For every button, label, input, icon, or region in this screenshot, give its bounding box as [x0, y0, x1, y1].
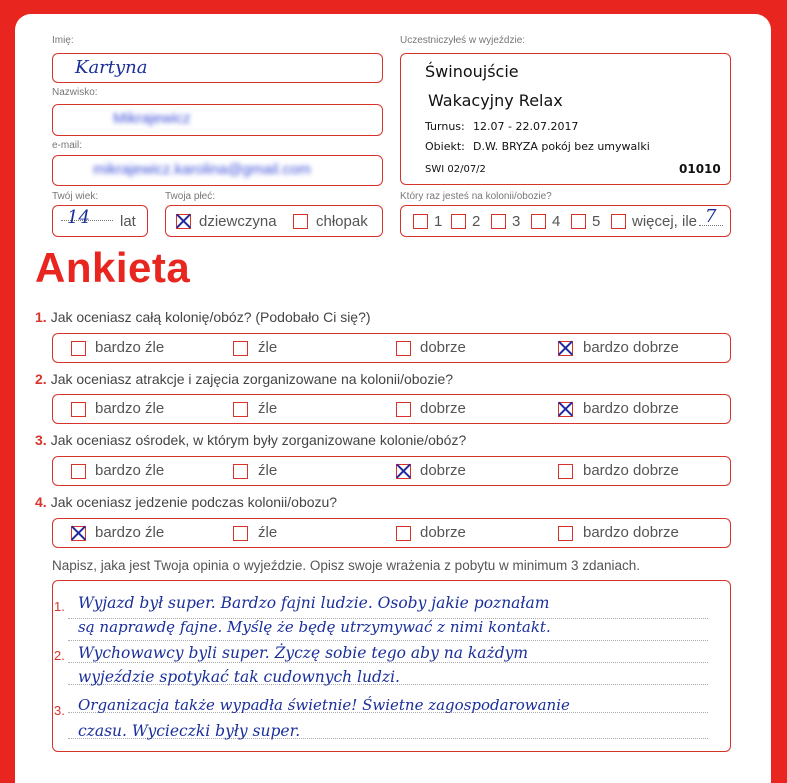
ktory-checkbox-2[interactable]	[451, 214, 466, 229]
q4-option-dobrze: dobrze	[420, 524, 466, 541]
email-field[interactable]	[52, 155, 383, 186]
question-2	[35, 371, 453, 387]
imie-label: Imię:	[52, 35, 74, 46]
opinion-line-3: Wychowawcy byli super. Życzę sobie tego aby na każdym	[78, 644, 529, 662]
trip-turnus-label: Turnus:	[425, 120, 465, 133]
opinion-line-2: są naprawdę fajne. Myślę że będę utrzymywać z nimi kontakt.	[78, 618, 551, 636]
q2-checkbox-bardzo-dobrze[interactable]	[558, 402, 573, 417]
trip-obiekt-value: D.W. BRYZA pokój bez umywalki	[473, 140, 650, 153]
ktory-option-1: 1	[434, 213, 443, 230]
q1-checkbox-bardzo-dobrze[interactable]	[558, 341, 573, 356]
page-title: Ankieta	[35, 244, 191, 291]
opinion-line	[68, 662, 708, 663]
q2-checkbox-zle[interactable]	[233, 402, 248, 417]
q1-checkbox-bardzo-zle[interactable]	[71, 341, 86, 356]
question-3	[35, 432, 466, 448]
opinion-line	[68, 640, 708, 641]
q2-checkbox-dobrze[interactable]	[396, 402, 411, 417]
q1-option-bardzo-dobrze: bardzo dobrze	[583, 339, 679, 356]
opinion-number-3: 3.	[54, 703, 65, 718]
opinion-number-1: 1.	[54, 599, 65, 614]
q1-option-bardzo-zle: bardzo źle	[95, 339, 165, 356]
imie-value: Kartyna	[75, 57, 148, 78]
opinion-number-2: 2.	[54, 648, 65, 663]
wiek-value: 14	[67, 207, 90, 228]
ktory-checkbox-1[interactable]	[413, 214, 428, 229]
q2-option-dobrze: dobrze	[420, 400, 466, 417]
question-text: Jak oceniasz całą kolonię/obóz? (Podobało Ci się?)	[50, 309, 371, 325]
trip-turnus-value: 12.07 - 22.07.2017	[473, 120, 579, 133]
ktory-checkbox-4[interactable]	[531, 214, 546, 229]
plec-checkbox-dziewczyna[interactable]	[176, 214, 191, 229]
opinion-line-1: Wyjazd był super. Bardzo fajni ludzie. Osoby jakie poznałam	[78, 594, 550, 612]
question-1-options	[52, 333, 731, 363]
wiek-field[interactable]	[52, 205, 148, 237]
trip-number: 01010	[679, 162, 721, 176]
ktory-option-2: 2	[472, 213, 481, 230]
uczestnik-label: Uczestniczyłeś w wyjeździe:	[400, 35, 526, 46]
question-3-options	[52, 456, 731, 486]
q4-option-zle: źle	[258, 524, 278, 541]
q2-option-bardzo-zle: bardzo źle	[95, 400, 165, 417]
plec-option-chlopak: chłopak	[316, 213, 368, 230]
opinion-prompt: Napisz, jaka jest Twoja opinia o wyjeździe. Opisz swoje wrażenia z pobytu w minimum 3 zdaniach.	[52, 558, 641, 573]
ktory-option-wiecej: więcej, ile	[632, 213, 698, 230]
question-2-options	[52, 394, 731, 424]
email-value: mikrajewicz.karolina@gmail.com	[93, 161, 311, 178]
q3-checkbox-bardzo-dobrze[interactable]	[558, 464, 573, 479]
q3-checkbox-dobrze[interactable]	[396, 464, 411, 479]
ktory-checkbox-5[interactable]	[571, 214, 586, 229]
q2-option-bardzo-dobrze: bardzo dobrze	[583, 400, 679, 417]
question-number: 3.	[35, 432, 47, 448]
q1-option-zle: źle	[258, 339, 278, 356]
trip-city: Świnoujście	[425, 62, 519, 81]
question-text: Jak oceniasz jedzenie podczas kolonii/obozu?	[50, 494, 338, 510]
question-number: 1.	[35, 309, 47, 325]
q2-option-zle: źle	[258, 400, 278, 417]
email-label: e-mail:	[52, 140, 83, 151]
nazwisko-field[interactable]	[52, 104, 383, 136]
q1-option-dobrze: dobrze	[420, 339, 466, 356]
question-4	[35, 494, 337, 510]
q4-option-bardzo-dobrze: bardzo dobrze	[583, 524, 679, 541]
question-number: 4.	[35, 494, 47, 510]
nazwisko-label: Nazwisko:	[52, 87, 98, 98]
ktory-value: 7	[705, 206, 717, 227]
q4-checkbox-dobrze[interactable]	[396, 526, 411, 541]
plec-label: Twoja płeć:	[165, 191, 216, 202]
wiek-unit: lat	[120, 213, 136, 230]
trip-obiekt-label: Obiekt:	[425, 140, 465, 153]
question-text: Jak oceniasz atrakcje i zajęcia zorganizowane na kolonii/obozie?	[50, 371, 454, 387]
q3-checkbox-bardzo-zle[interactable]	[71, 464, 86, 479]
ktory-option-4: 4	[552, 213, 561, 230]
q3-option-bardzo-dobrze: bardzo dobrze	[583, 462, 679, 479]
question-4-options	[52, 518, 731, 548]
ktory-checkbox-wiecej[interactable]	[611, 214, 626, 229]
q4-checkbox-bardzo-dobrze[interactable]	[558, 526, 573, 541]
ktory-option-5: 5	[592, 213, 601, 230]
imie-field[interactable]	[52, 53, 383, 83]
trip-box	[400, 53, 731, 185]
ktory-checkbox-3[interactable]	[491, 214, 506, 229]
q2-checkbox-bardzo-zle[interactable]	[71, 402, 86, 417]
wiek-label: Twój wiek:	[52, 191, 99, 202]
q4-option-bardzo-zle: bardzo źle	[95, 524, 165, 541]
plec-checkbox-chlopak[interactable]	[293, 214, 308, 229]
opinion-line-4: wyjeździe spotykać tak cudownych ludzi.	[78, 668, 400, 686]
ktory-label: Który raz jesteś na kolonii/obozie?	[400, 191, 552, 202]
opinion-line-5: Organizacja także wypadła świetnie! Świetne zagospodarowanie	[78, 696, 570, 714]
question-text: Jak oceniasz ośrodek, w którym były zorganizowane kolonie/obóz?	[50, 432, 467, 448]
trip-code: SWI 02/07/2	[425, 164, 486, 175]
q3-checkbox-zle[interactable]	[233, 464, 248, 479]
trip-name: Wakacyjny Relax	[428, 91, 563, 110]
q4-checkbox-zle[interactable]	[233, 526, 248, 541]
ktory-option-3: 3	[512, 213, 521, 230]
q3-option-dobrze: dobrze	[420, 462, 466, 479]
nazwisko-value: Mikrajewicz	[113, 110, 191, 127]
question-1	[35, 309, 371, 325]
opinion-line-6: czasu. Wycieczki były super.	[78, 722, 301, 740]
q1-checkbox-dobrze[interactable]	[396, 341, 411, 356]
question-number: 2.	[35, 371, 47, 387]
q3-option-bardzo-zle: bardzo źle	[95, 462, 165, 479]
q4-checkbox-bardzo-zle[interactable]	[71, 526, 86, 541]
ktory-field	[400, 205, 731, 237]
plec-option-dziewczyna: dziewczyna	[199, 213, 277, 230]
q3-option-zle: źle	[258, 462, 278, 479]
plec-field	[165, 205, 383, 237]
q1-checkbox-zle[interactable]	[233, 341, 248, 356]
